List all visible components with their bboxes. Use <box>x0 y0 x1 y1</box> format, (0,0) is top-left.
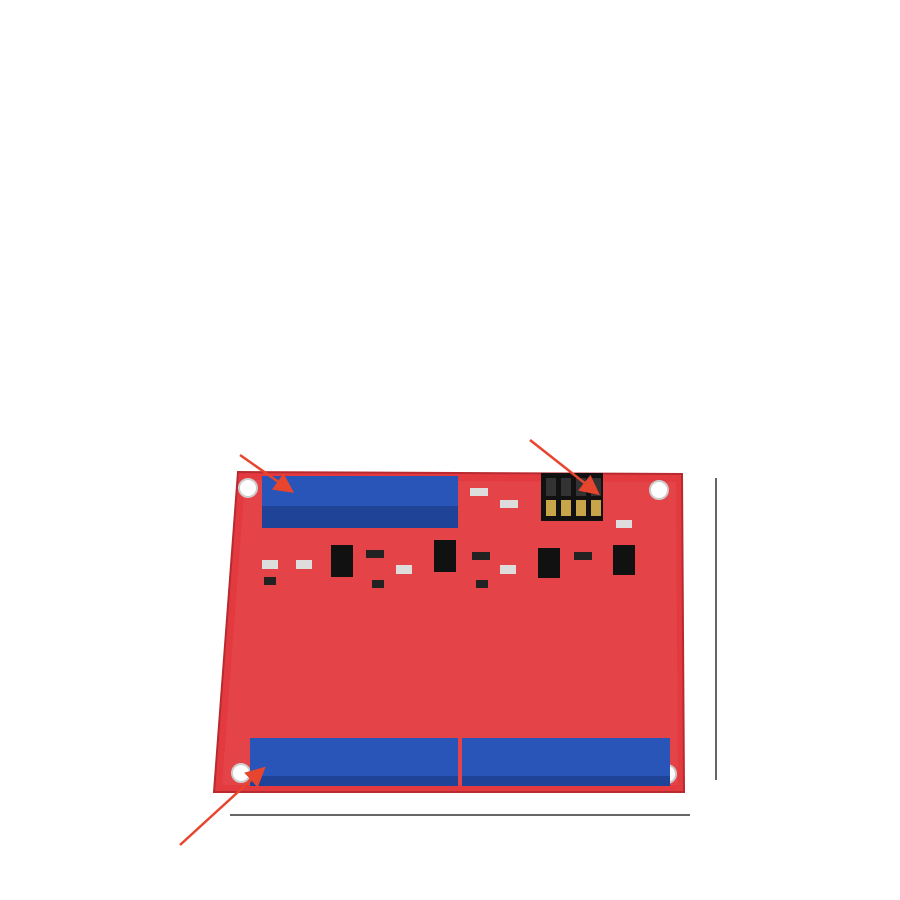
output-terminal-block-right <box>462 738 670 786</box>
output-terminal-block-left <box>250 738 458 786</box>
jumper-header <box>541 473 603 521</box>
power-terminal-block <box>262 476 458 528</box>
